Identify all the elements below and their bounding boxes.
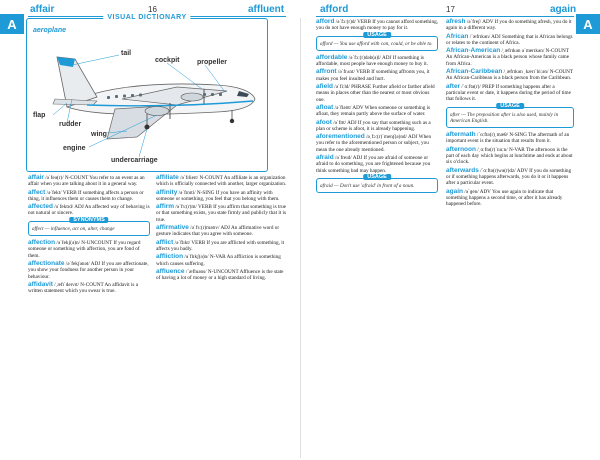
page-gutter	[300, 18, 301, 458]
usage-panel-afford	[316, 31, 438, 51]
entry-afloat: afloat /əˈfləʊt/ ADV When someone or something is afloat, they remain partly above the surface of water.	[316, 103, 431, 118]
label-cockpit: cockpit	[155, 57, 180, 64]
entry-afford: afford /əˈfɔː(r)d/ VERB If you cannot afford something, you do not have enough money to pay for it.	[316, 18, 438, 32]
entry-aftermath: aftermath /ˈɑːftə(r)ˌmæθ/ N-SING The aftermath of an important event is the situation that results from it.	[446, 131, 570, 145]
guide-word-first-left: affair	[30, 4, 55, 15]
entry-aforementioned: aforementioned /əˌfɔː(r)ˈmenʃ(ə)nd/ ADJ When you refer to the aforementioned person or subject, you mean the one already mentioned.	[316, 133, 432, 153]
label-engine: engine	[63, 145, 86, 152]
entry-affront: affront /əˈfrʌnt/ VERB If something affronts you, it makes you feel insulted and hurt.	[316, 68, 430, 82]
entry-afterwards: afterwards /ˈɑːftə(r)wə(r)dz/ ADV If you do something or if something happens afterwards, you do it or it happens after a particular event.	[446, 166, 572, 187]
letter-tab-right: A	[576, 14, 600, 34]
entry-affected: affected /əˈfektɪd/ ADJ An affected way of behaving is not natural or sincere.	[28, 203, 150, 217]
entry-affection: affection /əˈfekʃ(ə)n/ N-UNCOUNT If you regard someone or something with affection, you are fond of them.	[28, 239, 141, 259]
label-flap: flap	[33, 112, 46, 119]
entry-afternoon: afternoon /ˌɑːftə(r)ˈnuːn/ N-VAR The afternoon is the part of each day which begins at lunchtime and ends at about six o'clock.	[446, 145, 573, 166]
header-rule-right	[316, 16, 574, 17]
label-tail: tail	[121, 50, 132, 57]
entry-affiliate: affiliate /əˈfɪlieɪt/ N-COUNT An affiliate is an organization which is officially connected with another, larger organization.	[156, 174, 287, 188]
entry-afflict: afflict /əˈflɪkt/ VERB If you are afflicted with something, it affects you badly.	[156, 238, 285, 252]
label-rudder: rudder	[59, 121, 82, 128]
entry-after: after /ˈɑːftə(r)/ PREP If something happens after a particular event or date, it happens during the period of time that follows it.	[446, 82, 571, 103]
guide-word-last-left: affluent	[248, 4, 285, 15]
usage-panel-afraid	[316, 173, 438, 193]
synonyms-panel	[28, 216, 150, 236]
usage-panel-after	[446, 102, 574, 129]
entry-affluence: affluence /ˈæfluəns/ N-UNCOUNT Affluence is the state of having a lot of money or a high standard of living.	[156, 267, 284, 282]
entry-affordable: affordable /əˈfɔː(r)dəb(ə)l/ ADJ If something is affordable, most people have enough money to buy it.	[316, 53, 428, 68]
entry-african-caribbean: African-Caribbean /ˌæfrɪkən ˌkærɪˈbiːən/ N-COUNT An African-Caribbean is a black person from the Caribbean.	[446, 68, 574, 82]
synonyms-text: affect — influence, act on, alter, change	[32, 225, 115, 232]
entry-affirmative: affirmative /əˈfɜː(r)mətɪv/ ADJ An affirmative word or gesture indicates that you agree with someone.	[156, 224, 280, 238]
page-number-right: 17	[446, 5, 455, 14]
entry-afoot: afoot /əˈfʊt/ ADJ If you say that something such as a plan or scheme is afoot, it is already happening.	[316, 118, 431, 132]
usage-title-3: USAGE	[496, 103, 524, 109]
left-column-1	[28, 174, 150, 456]
label-wing: wing	[91, 131, 107, 138]
guide-word-first-right: afford	[320, 4, 349, 15]
entry-affliction: affliction /əˈflɪkʃ(ə)n/ N-VAR An affliction is something which causes suffering.	[156, 253, 281, 267]
entry-again: again /əˈɡen/ ADV You use again to indicate that something happens a second time, or after it has already happened before.	[446, 187, 563, 208]
right-column-2	[446, 18, 574, 456]
letter-tab-left: A	[0, 14, 24, 34]
usage-text-1: afford — You use afford with can, could, or be able to.	[320, 40, 433, 47]
label-undercarriage: undercarriage	[111, 157, 158, 164]
usage-title-2: USAGE	[363, 174, 391, 180]
entry-affidavit: affidavit /ˌæfɪˈdeɪvɪt/ N-COUNT An affidavit is a written statement which you swear is true.	[28, 280, 139, 295]
entry-afield: afield /əˈfiːld/ PHRASE Further afield or farther afield means in places other than the nearest or most obvious one.	[316, 83, 435, 103]
label-propeller: propeller	[197, 59, 227, 66]
entry-afraid: afraid /əˈfreɪd/ ADJ If you are afraid of someone or afraid to do something, you are frightened because you think something bad may happen.	[316, 154, 431, 174]
entry-afresh: afresh /əˈfreʃ/ ADV If you do something afresh, you do it again in a different way.	[446, 18, 572, 32]
entry-affectionate: affectionate /əˈfekʃənət/ ADJ If you are affectionate, you show your fondness for another person in your behaviour.	[28, 259, 149, 280]
entry-african-american: African-American /ˌæfrɪkən əˈmerɪkən/ N-COUNT An African-American is a black person whose family came from Africa.	[446, 47, 570, 67]
guide-word-last-right: again	[550, 4, 577, 15]
entry-affair: affair /əˈfeə(r)/ N-COUNT You refer to an event as an affair when you are talking about it in a general way.	[28, 174, 145, 188]
entry-affect: affect /əˈfekt/ VERB If something affects a person or thing, it influences them or causes them to change.	[28, 188, 144, 202]
usage-title-1: USAGE	[363, 32, 391, 38]
usage-text-3: after — The preposition after is also used, mainly in American English.	[450, 111, 559, 124]
entry-affirm: affirm /əˈfɜː(r)m/ VERB If you affirm that something is true or that something exists, you state firmly and publicly that it is true.	[156, 203, 286, 223]
visual-dictionary-title: VISUAL DICTIONARY	[103, 14, 190, 21]
page-number-left: 16	[148, 5, 157, 14]
entry-african: African /ˈæfrɪkən/ ADJ Something that is African belongs or relates to the continent of Africa.	[446, 32, 573, 46]
usage-text-2: afraid — Don't use 'afraid' in front of a noun.	[320, 182, 415, 189]
left-column-2	[156, 174, 288, 456]
right-column-1	[316, 18, 438, 456]
visual-dictionary-subtitle: aeroplane	[33, 27, 67, 34]
entry-affinity: affinity /əˈfɪnɪti/ N-SING If you have an affinity with someone or something, you feel that you belong with them.	[156, 188, 280, 202]
visual-dictionary-box	[26, 14, 268, 172]
synonyms-title: SYNONYMS	[69, 217, 108, 223]
